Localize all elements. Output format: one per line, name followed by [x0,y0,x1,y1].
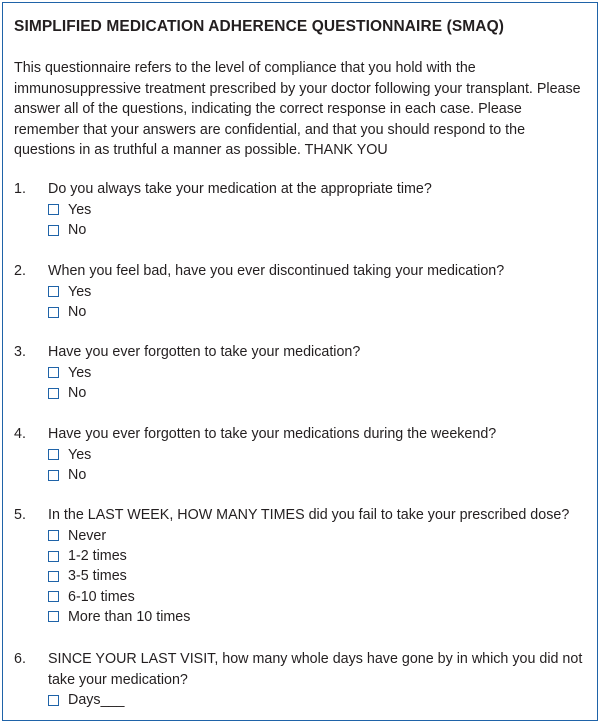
checkbox-icon[interactable] [48,388,59,399]
question-2 [14,261,594,322]
options-list [48,445,594,486]
questionnaire-title: SIMPLIFIED MEDICATION ADHERENCE QUESTIONNAIRE (SMAQ) [14,18,505,35]
checkbox-icon[interactable] [48,591,59,602]
checkbox-icon[interactable] [48,225,59,236]
option-never[interactable] [48,526,594,546]
option-no[interactable] [48,465,594,485]
question-number: 4. [14,426,26,442]
question-number: 1. [14,181,26,197]
checkbox-icon[interactable] [48,695,59,706]
question-text: Do you always take your medication at the appropriate time? [48,181,432,197]
option-label: Yes [68,201,92,218]
option-label: Yes [68,283,92,300]
option-no[interactable] [48,383,594,403]
option-3-5-times[interactable] [48,566,594,586]
question-text: SINCE YOUR LAST VISIT, how many whole days have gone by in which you did not take your medication? [48,651,583,688]
option-label: 3-5 times [68,568,127,585]
option-label: No [68,304,87,321]
question-4 [14,424,594,485]
option-label: Never [68,527,107,544]
checkbox-icon[interactable] [48,611,59,622]
question-6 [14,649,594,710]
option-yes[interactable] [48,363,594,383]
option-yes[interactable] [48,445,594,465]
option-label: More than 10 times [68,608,191,625]
question-number: 6. [14,651,26,667]
question-1 [14,179,594,240]
checkbox-icon[interactable] [48,286,59,297]
option-no[interactable] [48,220,594,240]
option-label: No [68,467,87,484]
option-label: Yes [68,364,92,381]
option-1-2-times[interactable] [48,546,594,566]
options-list [48,363,594,404]
option-label: Yes [68,446,92,463]
checkbox-icon[interactable] [48,367,59,378]
checkbox-icon[interactable] [48,449,59,460]
options-list [48,690,594,710]
options-list [48,526,594,627]
option-yes[interactable] [48,200,594,220]
question-5 [14,505,594,627]
option-label: No [68,385,87,402]
option-more-than-10-times[interactable] [48,607,594,627]
question-number: 2. [14,263,26,279]
intro-paragraph: This questionnaire refers to the level of compliance that you hold with the immunosuppressive treatment prescribed by your doctor following your transplant. Please answer all of the questions, indicating the correct response in each case. Please remember that your answers are confidential, and that you should respond to the questions in as truthful a manner as possible. THANK YOU [14,60,581,159]
question-number: 3. [14,344,26,360]
question-3 [14,342,594,403]
checkbox-icon[interactable] [48,571,59,582]
option-label: 1-2 times [68,548,127,565]
option-yes[interactable] [48,282,594,302]
question-text: When you feel bad, have you ever discontinued taking your medication? [48,263,505,279]
question-text: In the LAST WEEK, HOW MANY TIMES did you fail to take your prescribed dose? [48,507,570,523]
checkbox-icon[interactable] [48,551,59,562]
question-number: 5. [14,507,26,523]
option-label: Days___ [68,692,125,709]
question-text: Have you ever forgotten to take your medications during the weekend? [48,426,497,442]
options-list [48,200,594,241]
checkbox-icon[interactable] [48,470,59,481]
checkbox-icon[interactable] [48,204,59,215]
option-no[interactable] [48,302,594,322]
options-list [48,282,594,323]
checkbox-icon[interactable] [48,530,59,541]
option-label: No [68,222,87,239]
checkbox-icon[interactable] [48,307,59,318]
option-label: 6-10 times [68,588,135,605]
option-6-10-times[interactable] [48,586,594,606]
question-text: Have you ever forgotten to take your medication? [48,344,361,360]
option-days[interactable] [48,690,594,710]
